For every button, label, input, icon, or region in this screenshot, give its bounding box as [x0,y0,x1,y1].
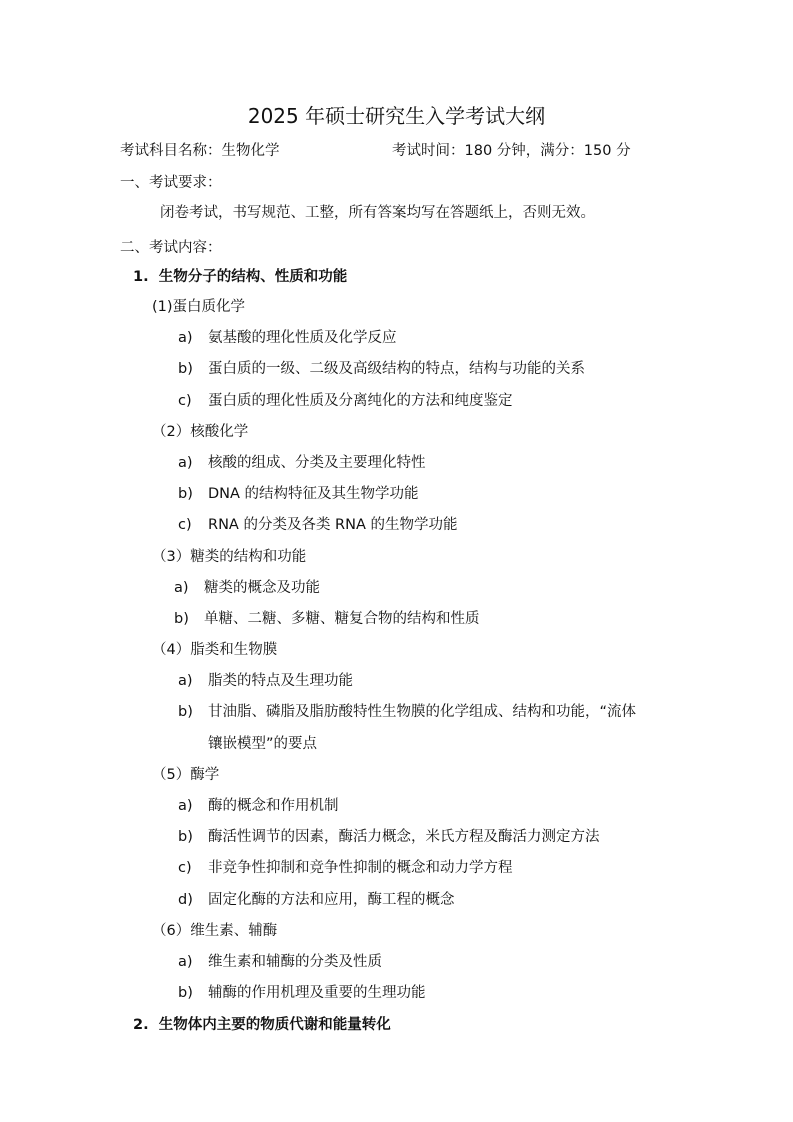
item-marker: b) [178,985,193,1001]
item-text: 核酸的组成、分类及主要理化特性 [208,455,426,471]
item-marker: c) [178,517,192,533]
requirements-text: 闭卷考试，书写规范、工整，所有答案均写在答题纸上，否则无效。 [160,205,595,221]
item-marker: c) [178,860,192,876]
item-text: 甘油脂、磷脂及脂肪酸特性生物膜的化学组成、结构和功能，“流体 [208,704,637,720]
subsection-label: （2）核酸化学 [152,424,249,440]
item-text: 脂类的特点及生理功能 [208,673,353,689]
section-heading-content: 二、考试内容： [120,240,222,256]
subsection-label: （5）酶学 [152,767,220,783]
list-item [174,577,320,599]
item-text: 维生素和辅酶的分类及性质 [208,954,382,970]
list-item [178,795,339,817]
exam-time-score: 考试时间：180 分钟，满分：150 分 [392,143,631,159]
list-item [178,358,585,380]
item-text: DNA 的结构特征及其生物学功能 [208,486,419,502]
list-item [178,857,513,879]
subsection-label: （4）脂类和生物膜 [152,642,278,658]
list-item [178,826,600,848]
subsection-label: (1)蛋白质化学 [152,299,246,315]
subsection-label: （3）糖类的结构和功能 [152,549,307,565]
item-text: 糖类的概念及功能 [204,580,320,596]
item-marker: b) [178,704,193,720]
item-marker: a) [178,673,193,689]
list-item [178,390,513,412]
item-text: 固定化酶的方法和应用，酶工程的概念 [208,892,455,908]
list-item [174,608,480,630]
page-title: 2025 年硕士研究生入学考试大纲 [247,104,546,128]
item-marker: a) [178,455,193,471]
item-marker: b) [178,829,193,845]
item-marker: b) [178,361,193,377]
item-marker: a) [178,330,193,346]
item-text: RNA 的分类及各类 RNA 的生物学功能 [208,517,458,533]
item-text: 非竞争性抑制和竞争性抑制的概念和动力学方程 [208,860,513,876]
item-text: 单糖、二糖、多糖、糖复合物的结构和性质 [204,611,480,627]
exam-subject: 考试科目名称：生物化学 [120,143,280,159]
item-marker: c) [178,393,192,409]
list-item [178,701,636,723]
subsection-label: （6）维生素、辅酶 [152,923,278,939]
item-marker: a) [178,798,193,814]
item-marker: b) [178,486,193,502]
item-marker: a) [174,580,189,596]
item-text: 蛋白质的一级、二级及高级结构的特点，结构与功能的关系 [208,361,585,377]
topic-title: 生物体内主要的物质代谢和能量转化 [158,1017,391,1033]
list-item [178,327,397,349]
list-item [178,514,458,536]
item-text: 蛋白质的理化性质及分离纯化的方法和纯度鉴定 [208,393,513,409]
topic-2-heading [133,1014,391,1036]
topic-number: 1. [133,269,149,285]
list-item [178,951,382,973]
list-item [178,982,426,1004]
topic-title: 生物分子的结构、性质和功能 [158,269,348,285]
list-item [178,670,353,692]
list-item-continuation: 镶嵌模型”的要点 [208,736,318,752]
list-item [178,889,455,911]
list-item [178,452,426,474]
item-text: 氨基酸的理化性质及化学反应 [208,330,397,346]
item-marker: b) [174,611,189,627]
item-text: 辅酶的作用机理及重要的生理功能 [208,985,426,1001]
topic-1-heading [133,266,347,288]
item-marker: d) [178,892,193,908]
item-text: 酶活性调节的因素，酶活力概念，米氏方程及酶活力测定方法 [208,829,600,845]
list-item [178,483,419,505]
section-heading-requirements: 一、考试要求： [120,175,222,191]
topic-number: 2. [133,1017,149,1033]
item-text: 酶的概念和作用机制 [208,798,339,814]
item-marker: a) [178,954,193,970]
